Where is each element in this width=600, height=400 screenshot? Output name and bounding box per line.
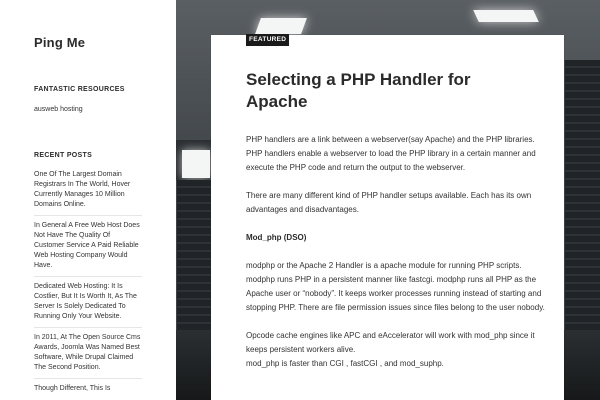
sidebar [0, 0, 176, 400]
site-title[interactable]: Ping Me [34, 35, 86, 50]
article-card [211, 35, 564, 400]
paragraph: There are many different kind of PHP handler setups available. Each has its own advantages and disadvantages. [246, 191, 532, 214]
paragraph: mod_php is faster than CGI , fastCGI , and mod_suphp. [246, 359, 444, 368]
recent-post-link[interactable]: Dedicated Web Hosting: It Is Costlier, But It Is Worth It, As The Server Is Solely Dedicated To Running Only Your Website. [34, 282, 142, 328]
ceiling-light [255, 18, 307, 34]
featured-badge[interactable]: FEATURED [246, 34, 289, 46]
article-title[interactable]: Selecting a PHP Handler for Apache [246, 70, 471, 111]
ceiling-light [182, 150, 210, 178]
recent-post-link[interactable]: Though Different, This Is [34, 385, 111, 392]
section-heading: Mod_php (DSO) [246, 233, 307, 242]
ceiling-light [473, 10, 539, 22]
paragraph: PHP handlers are a link between a webserver(say Apache) and the PHP libraries. PHP handlers enable a webserver to load the PHP library in a certain manner and execute the PHP code and return the output to the webserver. [246, 135, 536, 172]
recent-post-link[interactable]: In General A Free Web Host Does Not Have The Quality Of Customer Service A Paid Reliable Web Hosting Company Would Have. [34, 221, 142, 277]
resource-link[interactable]: ausweb hosting [34, 106, 83, 113]
article-body [246, 133, 546, 385]
widget-title-recent-posts: RECENT POSTS [34, 152, 93, 159]
paragraph: modphp or the Apache 2 Handler is a apache module for running PHP scripts. modphp runs PHP in a persistent manner like fastcgi. modphp runs all PHP as the Apache user or “nobody”. It keeps worker processes running instead of starting and stopping PHP. There are file permission issues since files belong to the user nobody. [246, 261, 545, 312]
widget-title-resources: FANTASTIC RESOURCES [34, 86, 125, 93]
recent-posts-list [34, 170, 142, 400]
recent-post-link[interactable]: One Of The Largest Domain Registrars In The World, Hover Currently Manages 10 Million Domains Online. [34, 170, 142, 216]
recent-post-link[interactable]: In 2011, At The Open Source Cms Awards, Joomla Was Named Best Software, While Drupal Claimed The Second Position. [34, 333, 142, 379]
paragraph: Opcode cache engines like APC and eAccelerator will work with mod_php since it keeps persistent workers alive. [246, 331, 535, 354]
